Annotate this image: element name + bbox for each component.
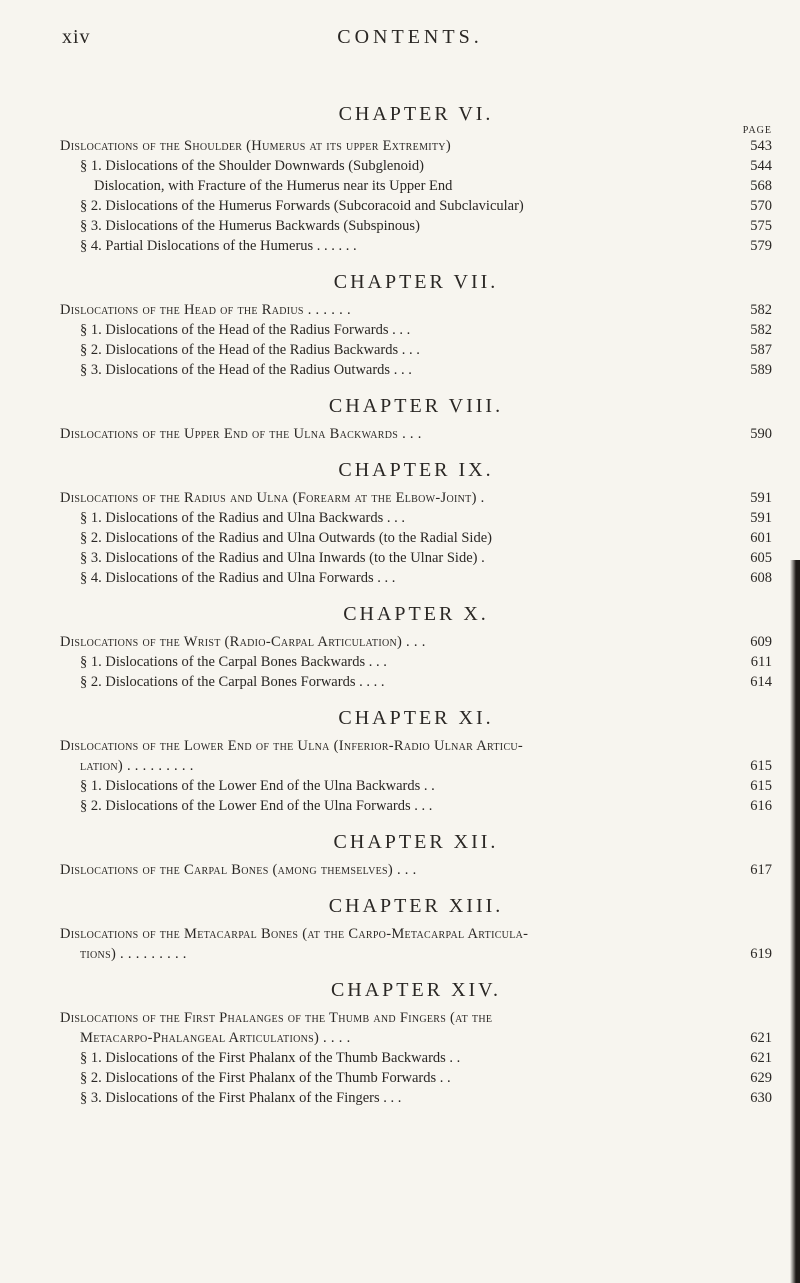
entry-label: Dislocations of the Radius and Ulna (Forearm at the Elbow-Joint) . <box>60 490 485 506</box>
entry-text <box>60 136 728 156</box>
entry-label-continuation: lation) . . . . . . . . . <box>80 758 194 774</box>
entry-text <box>60 1048 728 1068</box>
chapter-spacer <box>60 444 772 456</box>
page-header <box>60 18 760 58</box>
entry-label: § 2. Dislocations of the Lower End of the Ulna Forwards . . . <box>80 798 433 814</box>
entry-label: Dislocations of the Upper End of the Ulna Backwards . . . <box>60 426 422 442</box>
entry-page-number: 621 <box>750 1050 772 1066</box>
toc-section-entry[interactable] <box>60 156 772 176</box>
entry-text <box>60 360 728 380</box>
entry-text <box>60 216 728 236</box>
entry-label: § 2. Dislocations of the Head of the Radius Backwards . . . <box>80 342 420 358</box>
entry-text <box>60 548 728 568</box>
running-title: CONTENTS. <box>337 26 483 48</box>
entry-text <box>60 568 728 588</box>
entry-page-number: 587 <box>750 342 772 358</box>
entry-text <box>60 860 728 880</box>
entry-label-continuation: Metacarpo-Phalangeal Articulations) . . . . <box>80 1030 351 1046</box>
entry-label: Dislocations of the Metacarpal Bones (at the Carpo-Metacarpal Articula- <box>60 926 529 942</box>
entry-page-number: 601 <box>750 530 772 546</box>
entry-page-number: 590 <box>750 426 772 442</box>
entry-page-number: 543 <box>750 138 772 154</box>
entry-text <box>60 424 728 444</box>
chapter-section <box>60 976 772 1120</box>
toc-section-entry[interactable] <box>60 568 772 588</box>
chapter-spacer <box>60 1108 772 1120</box>
entry-label: Dislocation, with Fracture of the Humerus near its Upper End <box>94 178 453 194</box>
toc-section-entry[interactable] <box>60 236 772 256</box>
entry-label: § 1. Dislocations of the Head of the Radius Forwards . . . <box>80 322 411 338</box>
entry-label: Dislocations of the Wrist (Radio-Carpal Articulation) . . . <box>60 634 426 650</box>
toc-section-entry[interactable] <box>60 548 772 568</box>
entry-label: § 1. Dislocations of the First Phalanx of the Thumb Backwards . . <box>80 1050 461 1066</box>
toc-section-entry[interactable] <box>60 1068 772 1088</box>
entry-text <box>60 632 728 652</box>
page-number: xiv <box>62 26 91 48</box>
entry-label: § 2. Dislocations of the Humerus Forwards (Subcoracoid and Subclavicular) <box>80 198 524 214</box>
chapter-spacer <box>60 380 772 392</box>
toc-section-entry[interactable] <box>60 196 772 216</box>
entry-text <box>60 176 728 196</box>
chapter-spacer <box>60 256 772 268</box>
entry-label: Dislocations of the Carpal Bones (among themselves) . . . <box>60 862 417 878</box>
entry-page-number: 591 <box>750 490 772 506</box>
entry-page-number: 591 <box>750 510 772 526</box>
entry-page-number: 617 <box>750 862 772 878</box>
entry-page-number: 615 <box>750 758 772 774</box>
entry-text <box>60 508 728 528</box>
entry-text <box>60 488 728 508</box>
chapter-section <box>60 100 772 268</box>
entry-page-number: 609 <box>750 634 772 650</box>
toc-heading-entry[interactable] <box>60 736 772 776</box>
entry-label: § 1. Dislocations of the Lower End of the Ulna Backwards . . <box>80 778 435 794</box>
chapter-title: CHAPTER VI. <box>338 103 494 125</box>
entry-label: § 1. Dislocations of the Radius and Ulna Backwards . . . <box>80 510 405 526</box>
toc-section-entry[interactable] <box>60 528 772 548</box>
chapter-section <box>60 892 772 976</box>
chapter-spacer <box>60 588 772 600</box>
entry-text <box>60 1088 728 1108</box>
toc-heading-entry[interactable] <box>60 488 772 508</box>
toc-heading-entry[interactable] <box>60 424 772 444</box>
chapter-spacer <box>60 816 772 828</box>
entry-text <box>60 1008 728 1048</box>
page-column-label: PAGE <box>742 125 772 136</box>
toc-section-entry[interactable] <box>60 796 772 816</box>
entry-text <box>60 1068 728 1088</box>
chapter-section <box>60 268 772 392</box>
entry-label: Dislocations of the Head of the Radius . . . . . . <box>60 302 351 318</box>
entry-page-number: 615 <box>750 778 772 794</box>
entry-page-number: 608 <box>750 570 772 586</box>
entry-page-number: 568 <box>750 178 772 194</box>
entry-label: § 2. Dislocations of the Radius and Ulna Outwards (to the Radial Side) <box>80 530 492 546</box>
page-edge-shadow <box>790 560 800 1283</box>
entry-text <box>60 672 728 692</box>
entry-text <box>60 320 728 340</box>
entry-text <box>60 776 728 796</box>
toc-heading-entry[interactable] <box>60 632 772 652</box>
entry-page-number: 616 <box>750 798 772 814</box>
entry-page-number: 582 <box>750 302 772 318</box>
entry-text <box>60 924 728 964</box>
entry-label-continuation: tions) . . . . . . . . . <box>80 946 187 962</box>
entry-text <box>60 736 728 776</box>
chapter-spacer <box>60 880 772 892</box>
toc-section-entry[interactable] <box>60 360 772 380</box>
entry-page-number: 605 <box>750 550 772 566</box>
entry-page-number: 579 <box>750 238 772 254</box>
chapter-section <box>60 600 772 704</box>
entry-label: § 4. Partial Dislocations of the Humerus . . . . . . <box>80 238 357 254</box>
chapter-title: CHAPTER IX. <box>338 459 494 481</box>
toc-section-entry[interactable] <box>60 340 772 360</box>
toc-heading-entry[interactable] <box>60 860 772 880</box>
chapter-section <box>60 392 772 456</box>
entry-page-number: 570 <box>750 198 772 214</box>
entry-text <box>60 528 728 548</box>
chapter-title: CHAPTER XIII. <box>328 895 504 917</box>
chapter-title: CHAPTER VIII. <box>328 395 504 417</box>
entry-page-number: 575 <box>750 218 772 234</box>
entry-page-number: 614 <box>750 674 772 690</box>
toc-heading-entry[interactable] <box>60 924 772 964</box>
toc-section-entry[interactable] <box>60 672 772 692</box>
toc-section-entry[interactable] <box>60 176 772 196</box>
entry-label: § 3. Dislocations of the First Phalanx of the Fingers . . . <box>80 1090 402 1106</box>
entry-label: § 2. Dislocations of the Carpal Bones Forwards . . . . <box>80 674 385 690</box>
entry-label: Dislocations of the First Phalanges of the Thumb and Fingers (at the <box>60 1010 493 1026</box>
chapter-title: CHAPTER XI. <box>338 707 494 729</box>
toc-section-entry[interactable] <box>60 216 772 236</box>
entry-text <box>60 236 728 256</box>
chapter-spacer <box>60 692 772 704</box>
table-of-contents <box>60 100 772 1120</box>
chapter-section <box>60 704 772 828</box>
chapter-title: CHAPTER XII. <box>333 831 499 853</box>
toc-section-entry[interactable] <box>60 508 772 528</box>
entry-label: § 3. Dislocations of the Head of the Radius Outwards . . . <box>80 362 412 378</box>
entry-page-number: 629 <box>750 1070 772 1086</box>
entry-page-number: 589 <box>750 362 772 378</box>
toc-section-entry[interactable] <box>60 320 772 340</box>
entry-label: § 2. Dislocations of the First Phalanx of the Thumb Forwards . . <box>80 1070 451 1086</box>
toc-section-entry[interactable] <box>60 652 772 672</box>
entry-text <box>60 196 728 216</box>
entry-page-number: 630 <box>750 1090 772 1106</box>
chapter-spacer <box>60 964 772 976</box>
toc-heading-entry[interactable] <box>60 136 772 156</box>
entry-page-number: 544 <box>750 158 772 174</box>
toc-section-entry[interactable] <box>60 1048 772 1068</box>
entry-label: § 1. Dislocations of the Shoulder Downwards (Subglenoid) <box>80 158 424 174</box>
entry-text <box>60 652 728 672</box>
toc-section-entry[interactable] <box>60 1088 772 1108</box>
chapter-section <box>60 456 772 600</box>
toc-heading-entry[interactable] <box>60 300 772 320</box>
entry-label: § 1. Dislocations of the Carpal Bones Backwards . . . <box>80 654 387 670</box>
entry-page-number: 611 <box>750 654 772 670</box>
toc-section-entry[interactable] <box>60 776 772 796</box>
chapter-section <box>60 828 772 892</box>
entry-text <box>60 156 728 176</box>
toc-heading-entry[interactable] <box>60 1008 772 1048</box>
entry-text <box>60 340 728 360</box>
chapter-title: CHAPTER VII. <box>333 271 499 293</box>
entry-page-number: 619 <box>750 946 772 962</box>
entry-text <box>60 796 728 816</box>
entry-label: § 3. Dislocations of the Radius and Ulna Inwards (to the Ulnar Side) . <box>80 550 485 566</box>
chapter-title: CHAPTER XIV. <box>330 979 502 1001</box>
entry-page-number: 582 <box>750 322 772 338</box>
entry-label: § 3. Dislocations of the Humerus Backwards (Subspinous) <box>80 218 420 234</box>
entry-label: § 4. Dislocations of the Radius and Ulna Forwards . . . <box>80 570 396 586</box>
entry-label: Dislocations of the Lower End of the Ulna (Inferior-Radio Ulnar Articu- <box>60 738 524 754</box>
chapter-title: CHAPTER X. <box>343 603 489 625</box>
entry-label: Dislocations of the Shoulder (Humerus at its upper Extremity) <box>60 138 451 154</box>
entry-text <box>60 300 728 320</box>
entry-page-number: 621 <box>750 1030 772 1046</box>
